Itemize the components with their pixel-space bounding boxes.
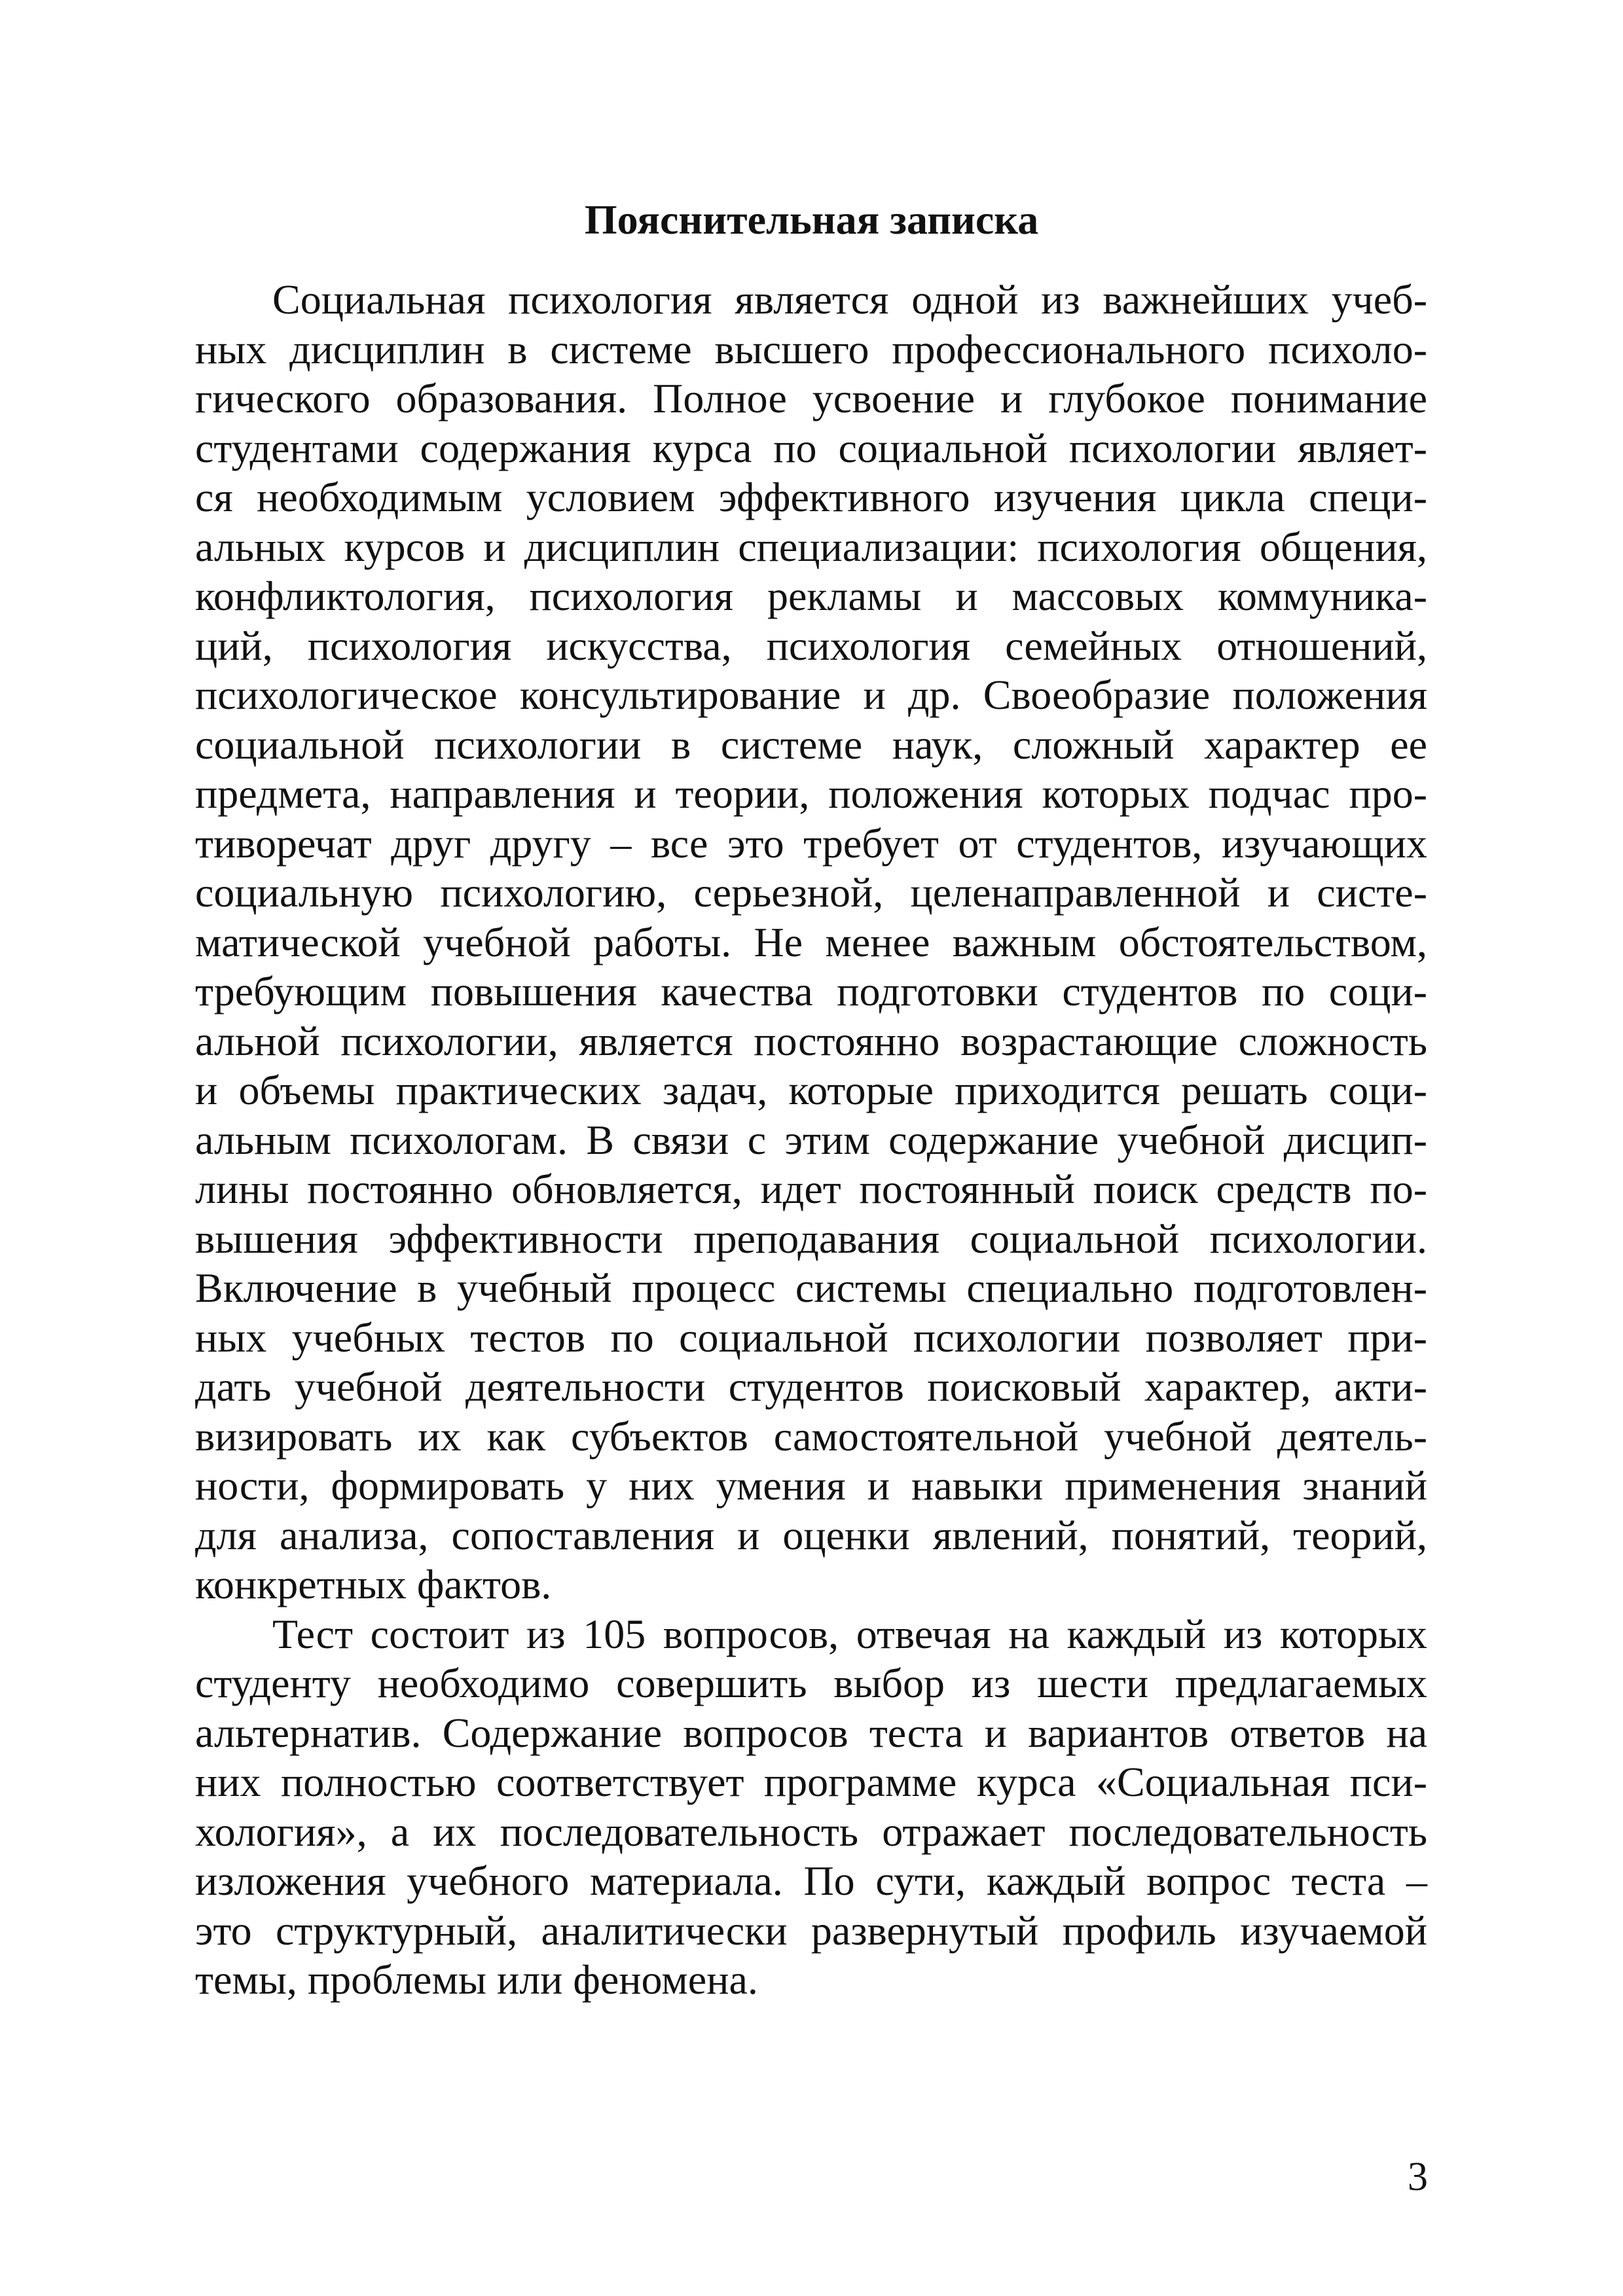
text-line: Тест состоит из 105 вопросов, отвечая на каждый из которых [272, 1610, 1427, 1657]
paragraph [195, 275, 1427, 1609]
text-line: ся необходимым условием эффективного изучения цикла специ- [195, 474, 1427, 520]
text-line: ций, психология искусства, психология семейных отношений, [195, 622, 1427, 669]
text-line: дать учебной деятельности студентов поисковый характер, акти- [195, 1363, 1427, 1410]
text-line: для анализа, сопоставления и оценки явлений, понятий, теорий, [195, 1511, 1427, 1558]
text-line: ности, формировать у них умения и навыки применения знаний [195, 1462, 1427, 1509]
text-line: изложения учебного материала. По сути, каждый вопрос теста – [195, 1857, 1427, 1904]
text-line: Включение в учебный процесс системы специально подготовлен- [195, 1265, 1427, 1311]
text-line: гического образования. Полное усвоение и глубокое понимание [195, 375, 1427, 422]
text-line: них полностью соответствует программе курса «Социальная пси- [195, 1759, 1427, 1805]
text-line: лины постоянно обновляется, идет постоянный поиск средств по- [195, 1166, 1427, 1212]
text-line: альтернатив. Содержание вопросов теста и вариантов ответов на [195, 1709, 1427, 1756]
paragraph [195, 1609, 1427, 2005]
text-line: хология», а их последовательность отражает последовательность [195, 1808, 1427, 1855]
page-title: Пояснительная записка [584, 196, 1039, 243]
text-line: визировать их как субъектов самостоятельной учебной деятель- [195, 1412, 1427, 1460]
text-line: социальную психологию, серьезной, целенаправленной и систе- [195, 869, 1427, 916]
text-line: студенту необходимо совершить выбор из шести предлагаемых [195, 1660, 1427, 1706]
text-line: Социальная психология является одной из важнейших учеб- [272, 276, 1427, 323]
text-line: требующим повышения качества подготовки студентов по соци- [195, 968, 1427, 1014]
text-line: матической учебной работы. Не менее важным обстоятельством, [195, 918, 1427, 965]
text-line: и объемы практических задач, которые приходится решать соци- [195, 1067, 1427, 1113]
text-line: предмета, направления и теории, положения которых подчас про- [195, 770, 1427, 817]
text-line: темы, проблемы или феномена. [195, 1956, 758, 2003]
text-line: тиворечат друг другу – все это требует от студентов, изучающих [195, 819, 1427, 867]
text-line: вышения эффективности преподавания социальной психологии. [195, 1215, 1427, 1262]
text-line: альной психологии, является постоянно возрастающие сложность [195, 1017, 1427, 1064]
text-line: альных курсов и дисциплин специализации: психология общения, [195, 523, 1427, 570]
body-text [195, 275, 1427, 2005]
text-line: ных учебных тестов по социальной психологии позволяет при- [195, 1314, 1427, 1361]
text-line: конкретных фактов. [195, 1561, 552, 1607]
text-line: альным психологам. В связи с этим содержание учебной дисцип- [195, 1116, 1427, 1163]
text-line: психологическое консультирование и др. Своеобразие положения [195, 672, 1427, 718]
text-line: студентами содержания курса по социальной психологии являет- [195, 424, 1427, 471]
text-line: социальной психологии в системе наук, сложный характер ее [195, 721, 1427, 768]
text-line: ных дисциплин в системе высшего профессионального психоло- [195, 325, 1427, 372]
text-line: это структурный, аналитически развернутый профиль изучаемой [195, 1907, 1427, 1954]
text-line: конфликтология, психология рекламы и массовых коммуника- [195, 573, 1427, 619]
page-number: 3 [1408, 2155, 1428, 2199]
